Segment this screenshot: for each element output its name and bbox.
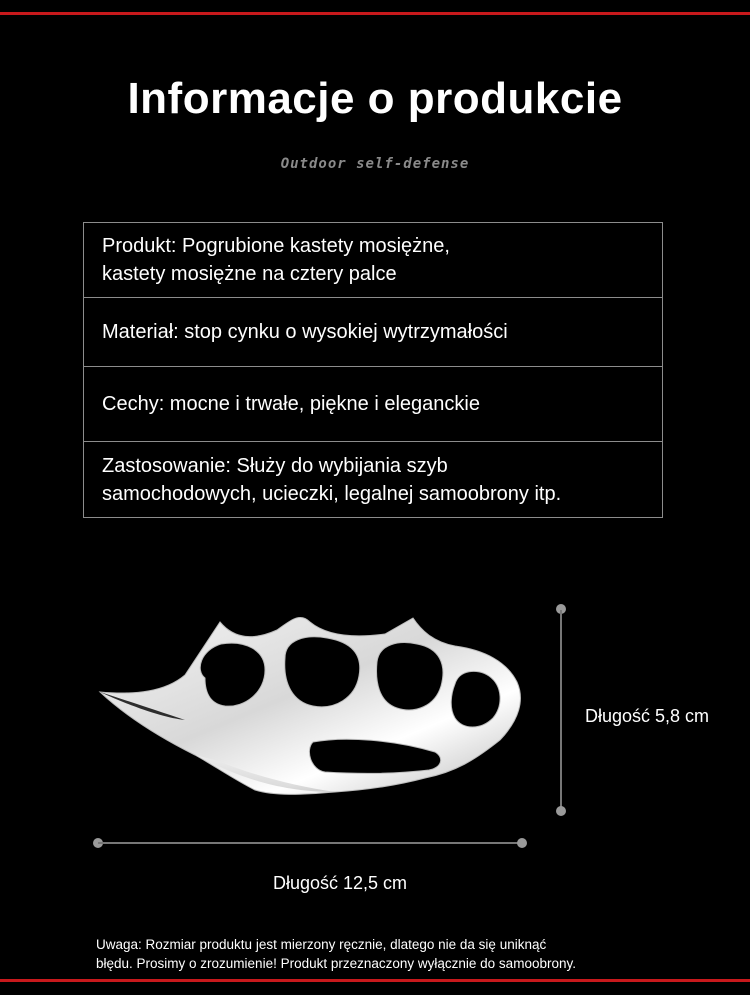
info-row-material <box>84 298 662 367</box>
page-subtitle: Outdoor self-defense <box>280 156 470 172</box>
top-accent-line <box>0 12 750 15</box>
disclaimer-note <box>96 935 696 973</box>
brass-knuckles-image <box>95 600 535 810</box>
usage-line-1: Zastosowanie: Służy do wybijania szyb <box>102 454 448 477</box>
note-line-1: Uwaga: Rozmiar produktu jest mierzony ręcznie, dlatego nie da się uniknąć <box>96 937 547 952</box>
features-text: Cechy: mocne i trwałe, piękne i eleganckie <box>102 393 480 415</box>
height-label: Długość 5,8 cm <box>585 706 710 726</box>
product-line-1: Produkt: Pogrubione kastety mosiężne, <box>102 235 450 257</box>
product-info-table <box>83 222 663 518</box>
height-bottom-dot <box>556 806 566 816</box>
page-title: Informacje o produkcie <box>127 74 623 123</box>
info-row-features <box>84 367 662 442</box>
material-text: Materiał: stop cynku o wysokiej wytrzymałości <box>102 321 508 343</box>
product-line-2: kastety mosiężne na cztery palce <box>102 263 397 285</box>
height-dimension-line <box>560 610 562 810</box>
width-right-dot <box>517 838 527 848</box>
bottom-accent-line <box>0 979 750 982</box>
info-row-product <box>84 223 662 298</box>
note-line-2: błędu. Prosimy o zrozumienie! Produkt przeznaczony wyłącznie do samoobrony. <box>96 956 576 971</box>
width-dimension-line <box>98 842 522 844</box>
width-label: Długość 12,5 cm <box>272 873 408 893</box>
usage-line-2: samochodowych, ucieczki, legalnej samoobrony itp. <box>102 482 562 505</box>
info-row-usage <box>84 442 662 517</box>
